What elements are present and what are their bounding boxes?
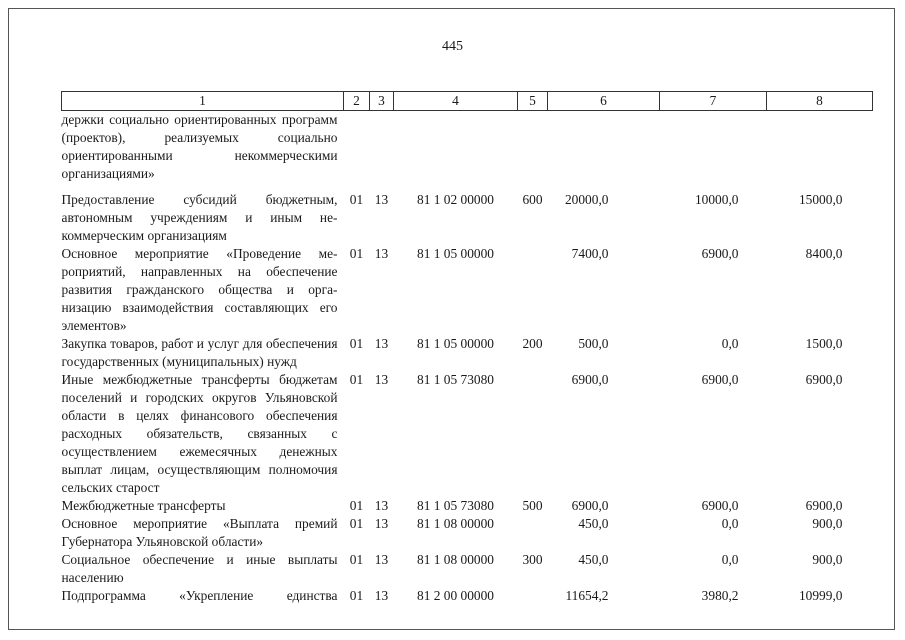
row-section: 01 [349,192,364,207]
column-header-6: 6 [548,92,660,111]
row-value-8: 6900,0 [805,372,843,387]
column-header-7: 7 [660,92,767,111]
row-section: 01 [349,552,364,567]
row-expense-type: 300 [522,552,543,567]
row-value-6: 450,0 [578,552,609,567]
column-header-8: 8 [767,92,873,111]
row-expense-type: 600 [522,192,543,207]
row-value-7: 0,0 [721,516,739,531]
row-subsection: 13 [374,552,389,567]
row-target-code: 81 1 02 00000 [417,192,494,207]
budget-table [61,91,873,605]
row-section: 01 [349,498,364,513]
table-row [62,335,873,371]
row-value-6: 6900,0 [571,498,609,513]
row-value-6: 500,0 [578,336,609,351]
row-name: Межбюджетные трансферты [61,498,226,513]
row-expense-type [518,587,548,605]
row-value-8: 900,0 [812,516,843,531]
table-row [62,245,873,335]
row-target-code: 81 1 08 00000 [417,516,494,531]
row-subsection: 13 [374,192,389,207]
row-value-7: 0,0 [721,552,739,567]
row-expense-type [518,245,548,335]
row-value-7: 6900,0 [701,498,739,513]
column-header-4: 4 [394,92,518,111]
column-header-1: 1 [62,92,344,111]
row-value-6 [548,111,660,192]
row-expense-type: 500 [522,498,543,513]
row-name: Социальное обеспечение и иные выплаты населению [61,552,338,585]
row-target-code: 81 1 05 73080 [417,372,494,387]
row-expense-type [518,371,548,497]
row-subsection [370,111,394,192]
row-subsection: 13 [374,516,389,531]
row-value-6: 20000,0 [564,192,609,207]
row-name: Основное мероприятие «Проведение мероприятий, направленных на обеспечение развития гражданского общества и организацию взаимодействия составляющих его элементов» [61,246,338,333]
column-header-5: 5 [518,92,548,111]
row-target-code: 81 1 05 00000 [417,336,494,351]
row-value-8: 8400,0 [805,246,843,261]
row-target-code [394,111,518,192]
row-section: 01 [349,372,364,387]
row-expense-type: 200 [522,336,543,351]
row-value-7: 3980,2 [701,588,739,603]
row-expense-type [518,111,548,192]
table-row [62,587,873,605]
table-row [62,551,873,587]
row-value-6: 7400,0 [571,246,609,261]
table-row [62,497,873,515]
column-header-row [62,92,873,111]
table-row [62,191,873,245]
row-value-7: 10000,0 [694,192,739,207]
row-value-8: 10999,0 [798,588,843,603]
row-value-6: 6900,0 [571,372,609,387]
page-number: 445 [442,39,463,54]
row-value-8: 15000,0 [798,192,843,207]
row-name: Основное мероприятие «Выплата премий Губернатора Ульяновской области» [61,516,338,549]
row-target-code: 81 1 05 73080 [417,498,494,513]
row-name: Предоставление субсидий бюджетным, автономным учреждениям и иным некоммерческим организациям [61,192,338,243]
row-expense-type [518,515,548,551]
row-name: Иные межбюджетные трансферты бюджетам поселений и городских округов Ульяновской области в целях финансового обеспечения расходных обязательств, связанных с осуществлением ежемесячных денежных выплат лицам, осуществляющим полномочия сельских старост [61,372,338,495]
table-row [62,111,873,192]
row-target-code: 81 2 00 00000 [417,588,494,603]
row-target-code: 81 1 05 00000 [417,246,494,261]
row-value-8: 900,0 [812,552,843,567]
row-section: 01 [349,516,364,531]
row-target-code: 81 1 08 00000 [417,552,494,567]
row-section: 01 [349,588,364,603]
table-row [62,371,873,497]
row-section: 01 [349,336,364,351]
row-value-7: 0,0 [721,336,739,351]
column-header-3: 3 [370,92,394,111]
column-header-2: 2 [344,92,370,111]
row-subsection: 13 [374,588,389,603]
table-row [62,515,873,551]
row-value-7: 6900,0 [701,246,739,261]
row-value-8: 6900,0 [805,498,843,513]
row-value-8 [767,111,873,192]
row-section: 01 [349,246,364,261]
row-value-8: 1500,0 [805,336,843,351]
row-value-7: 6900,0 [701,372,739,387]
row-subsection: 13 [374,246,389,261]
row-name: Закупка товаров, работ и услуг для обеспечения государственных (муниципальных) нужд [61,336,338,369]
row-subsection: 13 [374,498,389,513]
row-name: держки социально ориентированных программ (проектов), реализуемых социально ориентированными некоммерческими организациями» [61,112,338,181]
row-value-6: 450,0 [578,516,609,531]
row-subsection: 13 [374,372,389,387]
row-value-6: 11654,2 [565,588,609,603]
row-value-7 [660,111,767,192]
row-section [344,111,370,192]
row-subsection: 13 [374,336,389,351]
row-name: Подпрограмма «Укрепление единства [61,588,338,603]
